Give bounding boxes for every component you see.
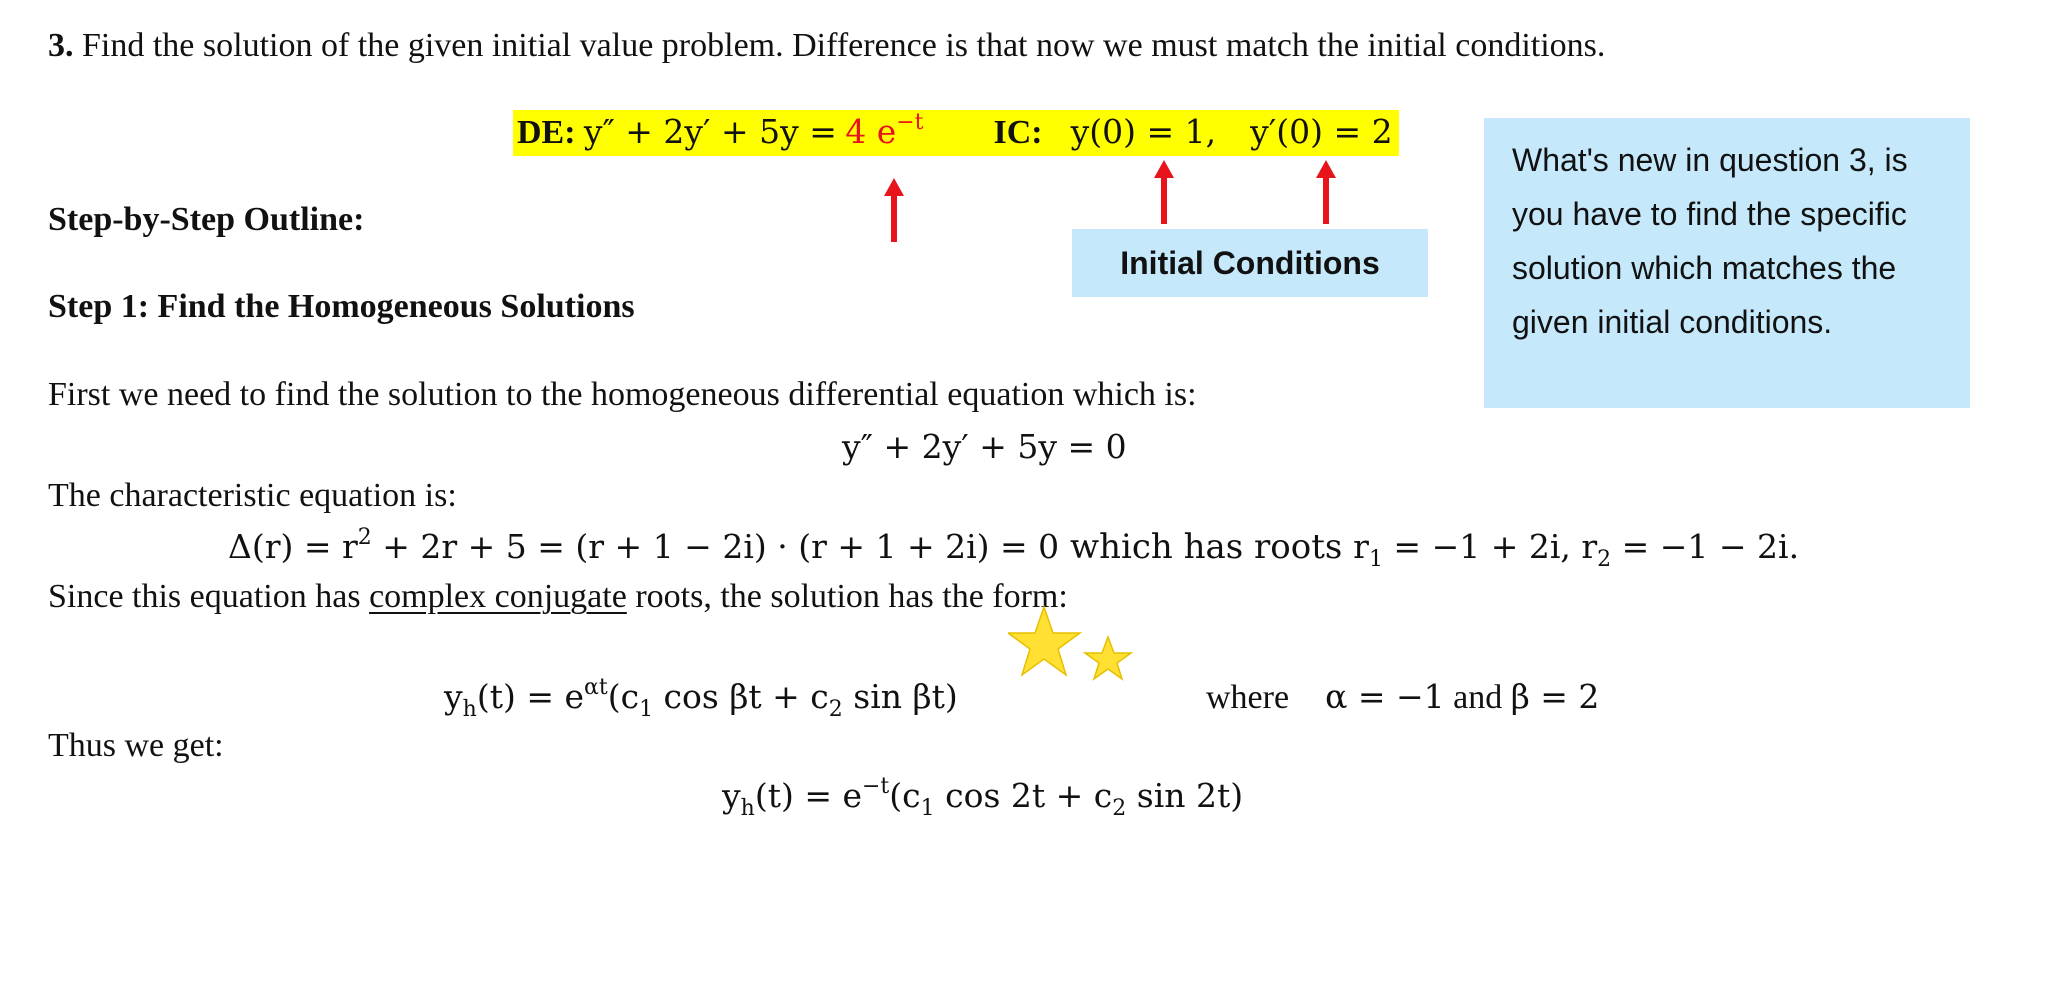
step1-title: Step 1: Find the Homogeneous Solutions (48, 288, 635, 325)
arrow-up-icon (1316, 160, 1336, 224)
thus-label: Thus we get: (48, 727, 224, 764)
initial-conditions-callout: Initial Conditions (1072, 229, 1428, 297)
de-ic-highlight (513, 110, 1399, 156)
problem-statement (48, 26, 1605, 66)
de-lhs: y″ + 2y′ + 5y = (583, 112, 837, 151)
ic-condition-2: y′(0) = 2 (1250, 112, 1393, 151)
general-solution-form: $y_h(t) = e^{\alpha t}(c_1$ $\cos \beta t + c_2$ sin βt) (444, 675, 958, 722)
problem-text: Find the solution of the given initial value problem. Difference is that now we must match the initial conditions. (82, 27, 1606, 64)
characteristic-label: The characteristic equation is: (48, 477, 457, 514)
problem-number: 3. (48, 27, 74, 64)
de-label: DE: (517, 114, 576, 151)
ic-label: IC: (993, 114, 1043, 151)
outline-title: Step-by-Step Outline: (48, 201, 365, 238)
arrow-up-icon (884, 178, 904, 242)
de-rhs: 4 $e^{-t}$ (845, 110, 924, 151)
arrow-up-icon (1154, 160, 1174, 224)
complex-roots-statement: Since this equation has complex conjugate roots, the solution has the form: (48, 578, 1068, 615)
complex-conjugate-term: complex conjugate (369, 578, 627, 615)
characteristic-equation: $\Delta(r) = r^2 + 2r + 5 = (r + 1 - 2i) \cdot (r + 1 + 2i) = 0$ which has roots $r_1 = -1 + 2i$, $r_2 = -1 - 2i$. (228, 525, 1800, 572)
note-callout: What's new in question 3, is you have to find the specific solution which matches the given initial conditions. (1484, 118, 1970, 408)
homogeneous-solution: $y_h(t) = e^{-t}(c_1$ $\cos 2t + c_2$ sin 2t) (722, 774, 1244, 821)
ic-condition-1: y(0) = 1, (1070, 112, 1217, 151)
homogeneous-intro: First we need to find the solution to the homogeneous differential equation which is: (48, 376, 1197, 413)
star-icon (1008, 605, 1138, 695)
alpha-beta-values: where α = −1 and β = 2 (1206, 677, 1600, 716)
homogeneous-equation: y″ + 2y′ + 5y = 0 (842, 427, 1127, 466)
